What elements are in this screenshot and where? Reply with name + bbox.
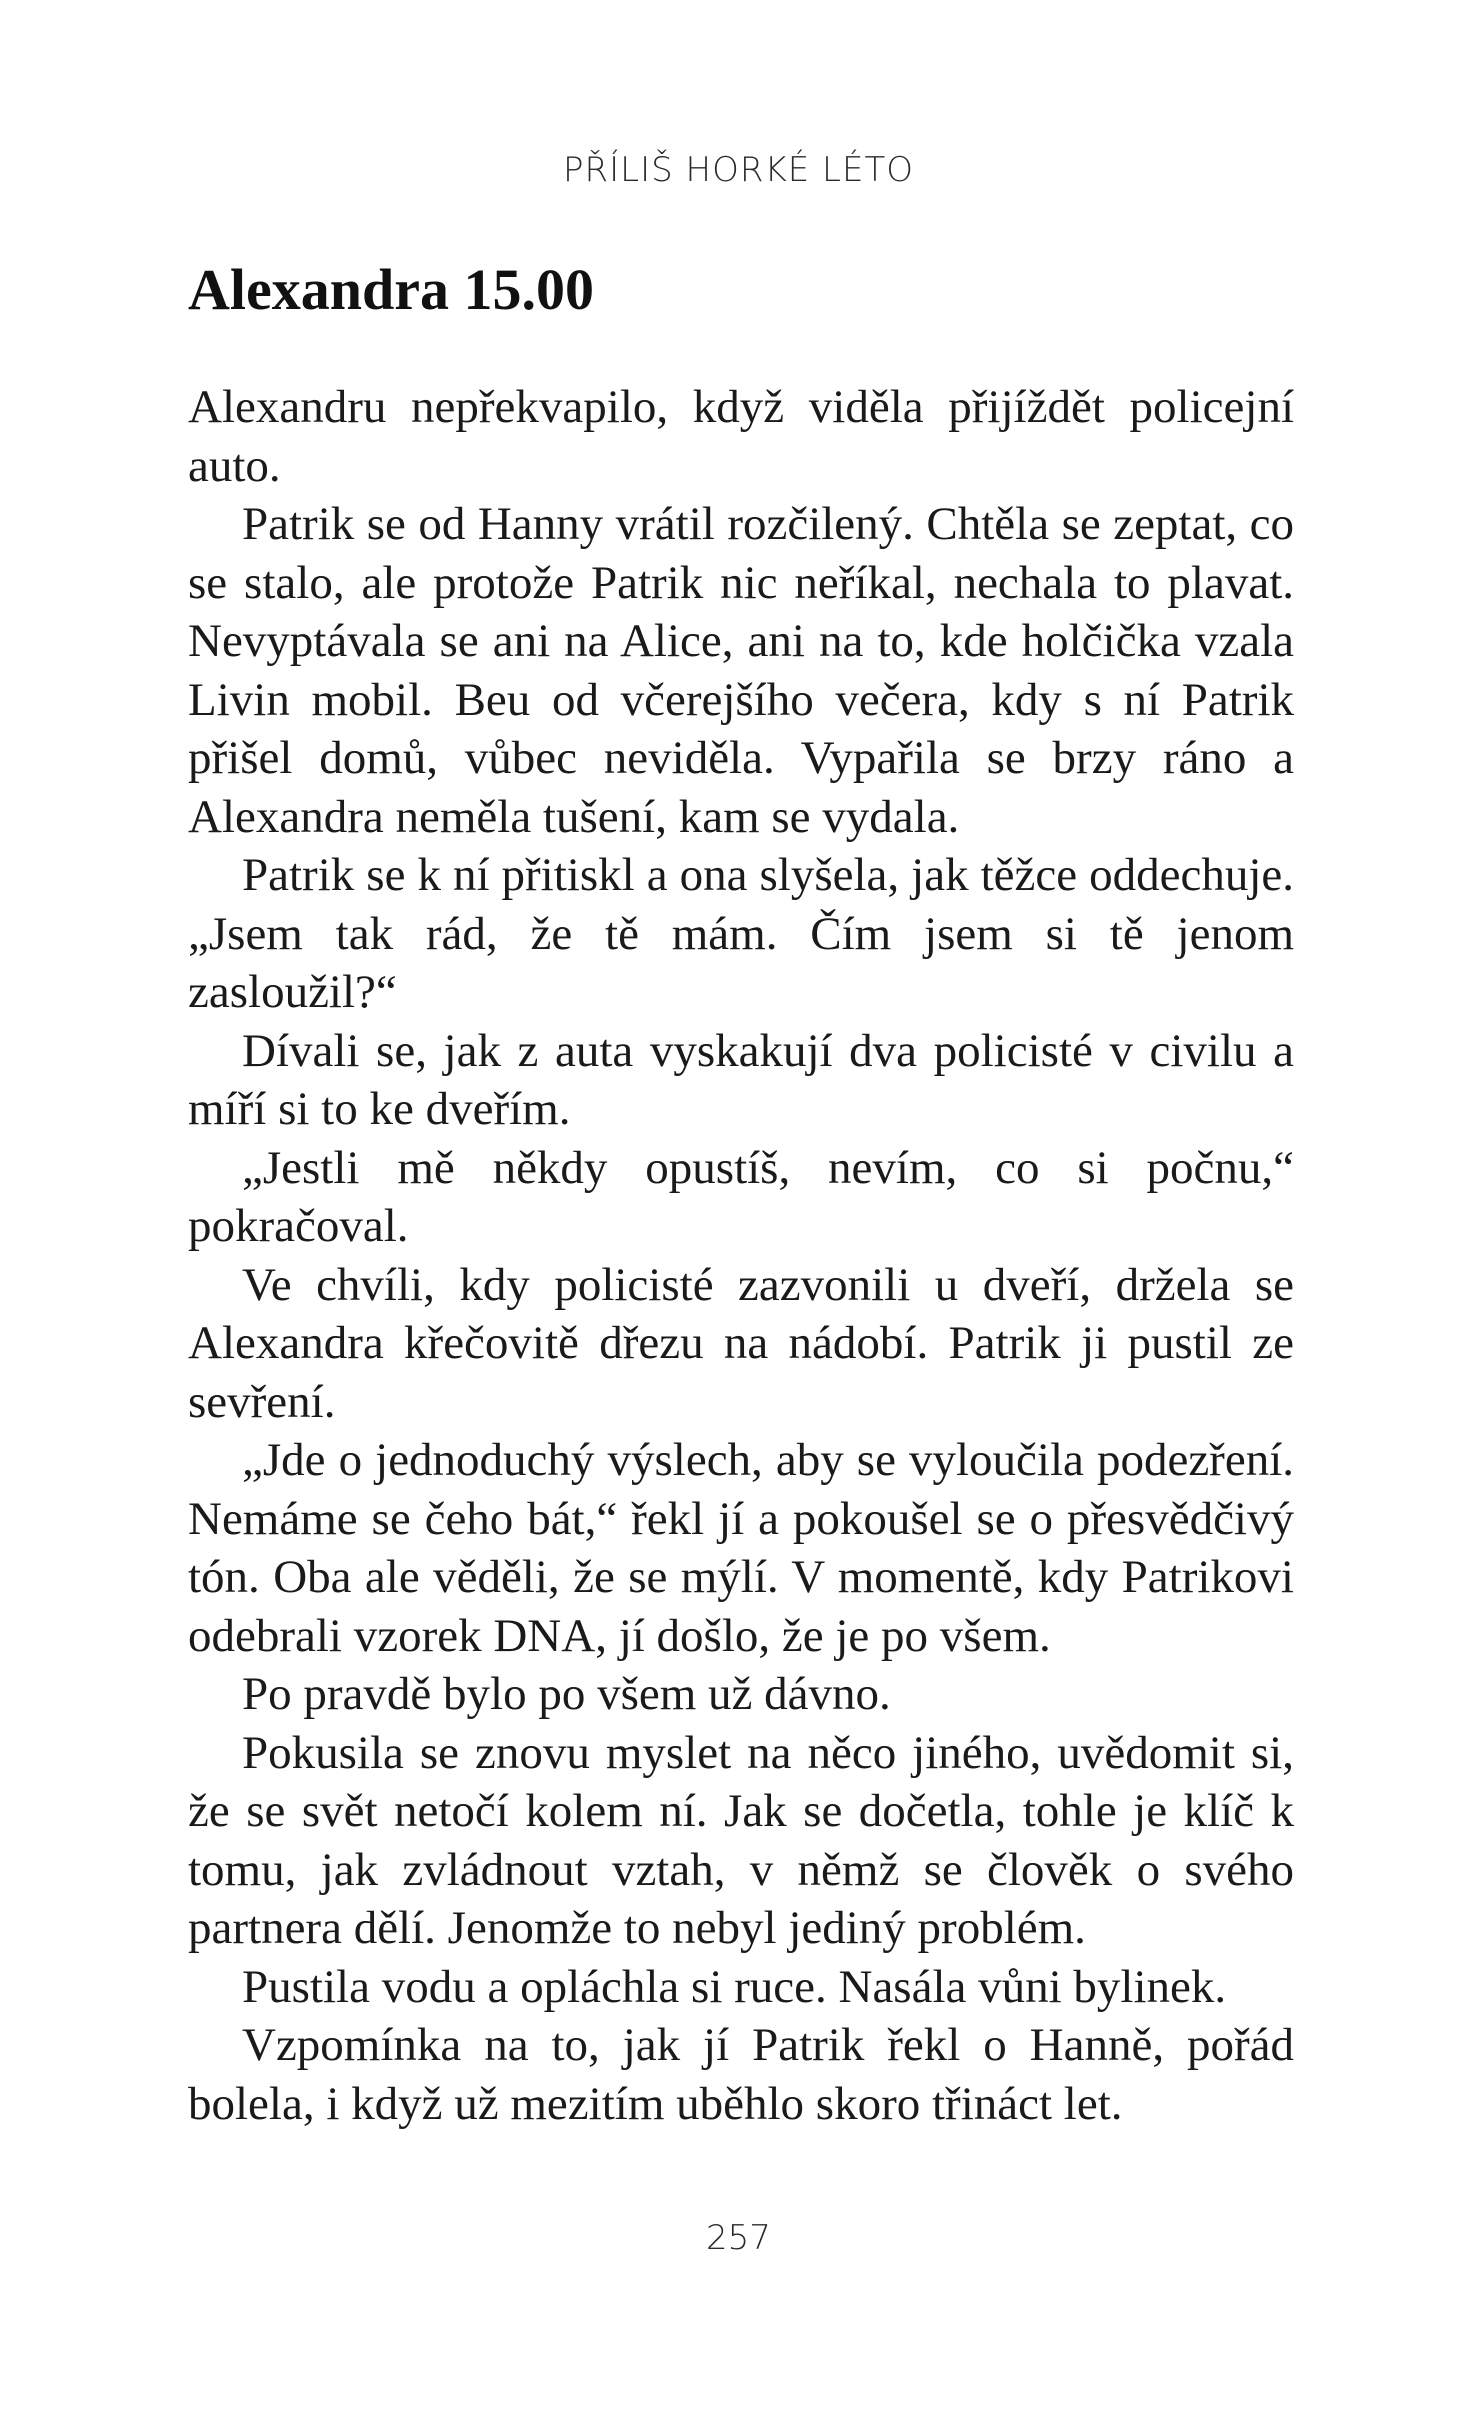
paragraph: Vzpomínka na to, jak jí Patrik řekl o Hanně, pořád bolela, i když už mezitím uběhlo skoro třináct let. <box>188 2019 1294 2130</box>
paragraph: Alexandru nepřekvapilo, když viděla přijíždět policejní auto. <box>188 381 1294 492</box>
paragraph: Patrik se k ní přitiskl a ona slyšela, jak těžce oddechuje. „Jsem tak rád, že tě mám. Čím jsem si tě jenom zasloužil?“ <box>188 849 1294 1018</box>
body-text <box>188 378 1294 2133</box>
paragraph: Dívali se, jak z auta vyskakují dva policisté v civilu a míří si to ke dveřím. <box>188 1024 1294 1135</box>
paragraph: Pustila vodu a opláchla si ruce. Nasála vůni bylinek. <box>242 1960 1227 2013</box>
page-number: 257 <box>706 2218 771 2258</box>
paragraph: Patrik se od Hanny vrátil rozčilený. Chtěla se zeptat, co se stalo, ale protože Patrik nic neříkal, nechala to plavat. Nevyptávala se ani na Alice, ani na to, kde holčička vzala Livin mobil. Beu od včerejšího večera, kdy s ní Patrik přišel domů, vůbec neviděla. Vypařila se brzy ráno a Alexandra neměla tušení, kam se vydala. <box>188 498 1294 843</box>
running-head: PŘÍLIŠ HORKÉ LÉTO <box>562 150 914 190</box>
paragraph: Po pravdě bylo po všem už dávno. <box>242 1668 891 1720</box>
paragraph: Ve chvíli, kdy policisté zazvonili u dveří, držela se Alexandra křečovitě dřezu na nádobí. Patrik ji pustil ze sevření. <box>188 1258 1294 1428</box>
paragraph: „Jde o jednoduchý výslech, aby se vyloučila podezření. Nemáme se čeho bát,“ řekl jí a pokoušel se o přesvědčivý tón. Oba ale věděli, že se mýlí. V momentě, kdy Patrikovi odebrali vzorek DNA, jí došlo, že je po všem. <box>188 1434 1294 1662</box>
paragraph: Pokusila se znovu myslet na něco jiného, uvědomit si, že se svět netočí kolem ní. Jak se dočetla, tohle je klíč k tomu, jak zvládnout vztah, v němž se člověk o svého partnera dělí. Jenomže to nebyl jediný problém. <box>188 1726 1294 1954</box>
chapter-title: Alexandra 15.00 <box>188 257 594 322</box>
paragraph: „Jestli mě někdy opustíš, nevím, co si počnu,“ pokračoval. <box>188 1141 1294 1252</box>
